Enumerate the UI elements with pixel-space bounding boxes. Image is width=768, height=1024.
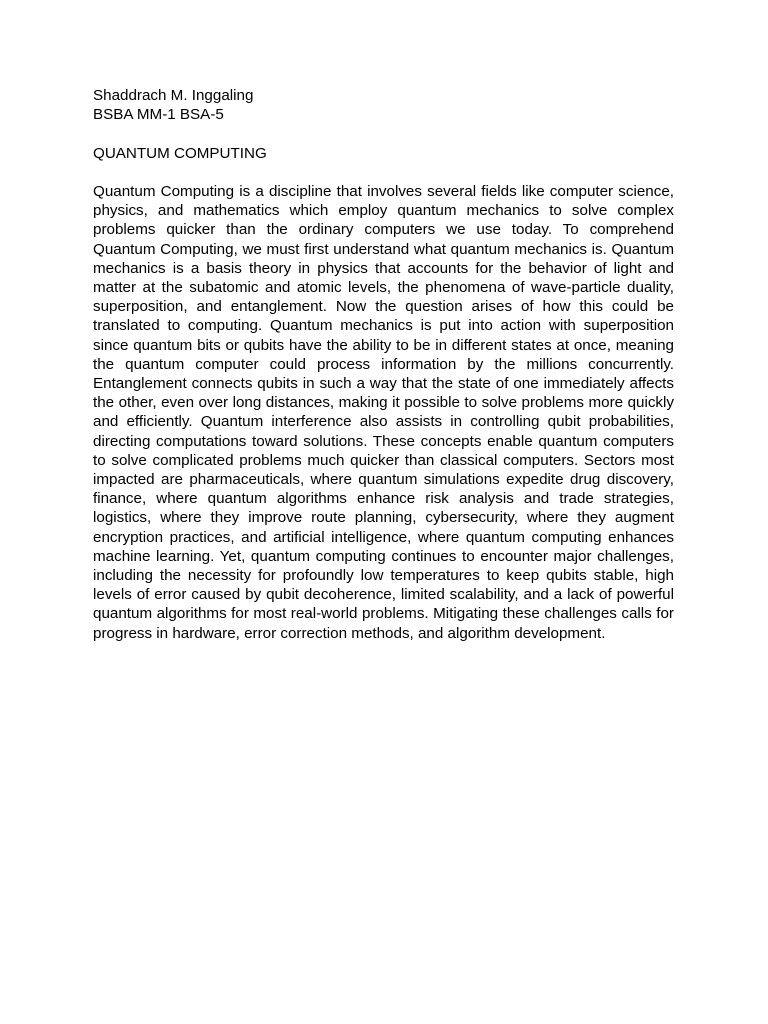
author-section: BSBA MM-1 BSA-5 [93,106,224,124]
author-name: Shaddrach M. Inggaling [93,87,254,104]
document-body: Quantum Computing is a discipline that involves several fields like computer science, physics, and mathematics which employ quantum mechanics to solve complex problems quicker than the ordinary computers we use today. To comprehend Quantum Computing, we must first understand what quantum mechanics is. Quantum mechanics is a basis theory in physics that accounts for the behavior of light and matter at the subatomic and atomic levels, the phenomena of wave-particle duality, superposition, and entanglement. Now the question arises of how this could be translated to computing. Quantum mechanics is put into action with superposition since quantum bits or qubits have the ability to be in different states at once, meaning the quantum computer could process information by the millions concurrently. Entanglement connects qubits in such a way that the state of one immediately affects the other, even over long distances, making it possible to solve problems more quickly and efficiently. Quantum interference also assists in controlling qubit probabilities, directing computations toward solutions. These concepts enable quantum computers to solve complicated problems much quicker than classical computers. Sectors most impacted are pharmaceuticals, where quantum simulations expedite drug discovery, finance, where quantum algorithms enhance risk analysis and trade strategies, logistics, where they improve route planning, cybersecurity, where they augment encryption practices, and artificial intelligence, where quantum computing enhances machine learning. Yet, quantum computing continues to encounter major challenges, including the necessity for profoundly low temperatures to keep qubits stable, high levels of error caused by qubit decoherence, limited scalability, and a lack of powerful quantum algorithms for most real-world problems. Mitigating these challenges calls for progress in hardware, error correction methods, and algorithm development. [93,182,674,642]
document-title: QUANTUM COMPUTING [93,144,267,162]
